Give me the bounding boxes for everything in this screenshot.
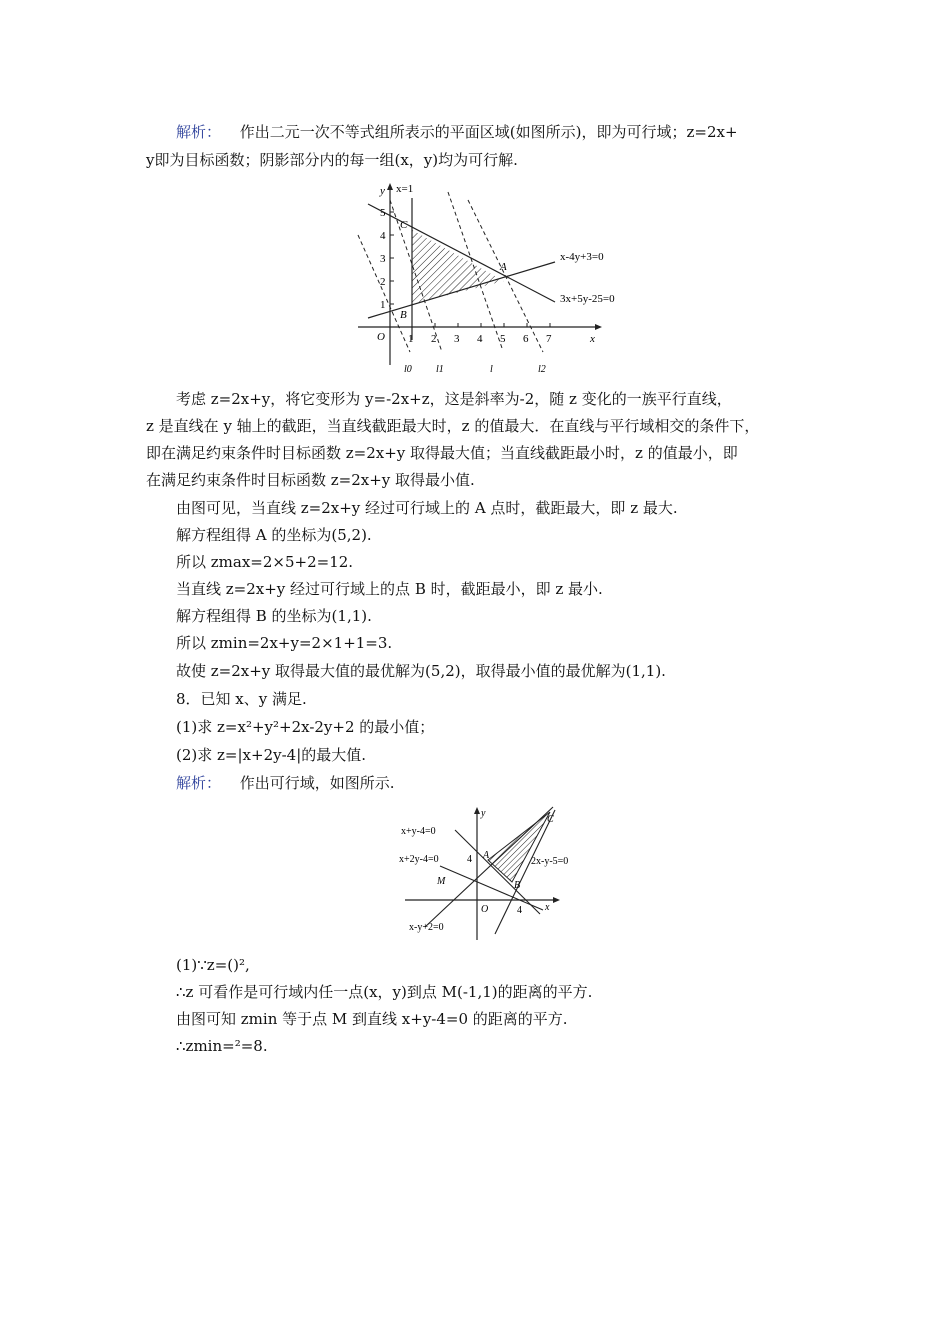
y-axis-label: y <box>481 808 486 819</box>
analysis-text-cont: y即为目标函数；阴影部分内的每一组(x，y)均为可行解. <box>146 151 518 169</box>
analysis-paragraph-1 <box>176 122 738 142</box>
line-label-1: x-4y+3=0 <box>560 251 604 263</box>
solution-line: ∴z 可看作是可行域内任一点(x，y)到点 M(-1,1)的距离的平方. <box>176 983 593 1001</box>
point-c-label: C <box>400 219 408 231</box>
point-b-label: B <box>400 309 407 321</box>
consider-line-1: 考虑 z=2x+y，将它变形为 y=-2x+z，这是斜率为-2，随 z 变化的一族平行直线， <box>176 390 732 408</box>
analysis-paragraph-2 <box>176 773 395 793</box>
ytick: 2 <box>380 276 386 288</box>
l-label: l <box>490 364 493 375</box>
xtick: 2 <box>431 333 437 345</box>
y-four-label: 4 <box>467 854 472 865</box>
xtick: 3 <box>454 333 460 345</box>
step-line: 故使 z=2x+y 取得最大值的最优解为(5,2)，取得最小值的最优解为(1,1). <box>176 662 666 680</box>
origin-label: O <box>377 331 385 343</box>
xtick: 5 <box>500 333 506 345</box>
x-axis-label: x <box>545 902 550 913</box>
point-m-label: M <box>437 876 446 887</box>
line-label-2: x+2y-4=0 <box>399 854 439 865</box>
problem-8-part-2: (2)求 z=|x+2y-4|的最大值. <box>176 746 367 764</box>
y-axis-label: y <box>380 185 385 197</box>
xtick: 1 <box>408 333 414 345</box>
point-a-label: A <box>483 850 490 861</box>
ytick: 4 <box>380 230 386 242</box>
line-label-1: x+y-4=0 <box>401 826 436 837</box>
x-four-label: 4 <box>517 905 522 916</box>
ytick: 5 <box>380 207 386 219</box>
problem-8: 8．已知 x、y 满足. <box>176 690 307 708</box>
line-label-2: 3x+5y-25=0 <box>560 293 615 305</box>
step-line: 解方程组得 B 的坐标为(1,1). <box>176 607 372 625</box>
l0-label: l0 <box>404 364 412 375</box>
step-line: 当直线 z=2x+y 经过可行域上的点 B 时，截距最小，即 z 最小. <box>176 580 603 598</box>
consider-line-4: 在满足约束条件时目标函数 z=2x+y 取得最小值. <box>146 471 475 489</box>
point-b-label: B <box>514 880 521 891</box>
analysis-label: 解析： <box>176 123 222 141</box>
shaded-feasible-region <box>412 230 504 304</box>
ytick: 3 <box>380 253 386 265</box>
figure-2-feasible-region <box>395 802 595 942</box>
xtick: 7 <box>546 333 552 345</box>
step-line: 解方程组得 A 的坐标为(5,2). <box>176 526 372 544</box>
consider-line-3: 即在满足约束条件时目标函数 z=2x+y 取得最大值；当直线截距最小时，z 的值最小，即 <box>146 444 738 462</box>
ytick: 1 <box>380 299 386 311</box>
xtick: 4 <box>477 333 483 345</box>
xtick: 6 <box>523 333 529 345</box>
label-x-eq-1: x=1 <box>396 183 414 195</box>
line-label-3: 2x-y-5=0 <box>531 856 569 867</box>
solution-line: ∴zmin=²=8. <box>176 1037 268 1055</box>
step-line: 所以 zmin=2x+y=2×1+1=3. <box>176 634 393 652</box>
origin-label: O <box>481 904 489 915</box>
analysis-text: 作出可行域，如图所示. <box>239 774 395 792</box>
problem-8-part-1: (1)求 z=x²+y²+2x-2y+2 的最小值； <box>176 718 435 736</box>
l1-label: l1 <box>436 364 444 375</box>
x-axis-label: x <box>590 333 595 345</box>
analysis-text: 作出二元一次不等式组所表示的平面区域(如图所示)，即为可行域；z=2x+ <box>239 123 738 141</box>
solution-line: (1)∵z=()², <box>176 956 250 974</box>
step-line: 所以 zmax=2×5+2=12. <box>176 553 354 571</box>
line-label-4: x-y+2=0 <box>409 922 444 933</box>
figure-1-feasible-region <box>350 180 630 375</box>
point-a-label: A <box>500 261 507 273</box>
consider-line-2: z 是直线在 y 轴上的截距，当直线截距最大时，z 的值最大．在直线与平行域相交的条件下， <box>146 417 760 435</box>
step-line: 由图可见，当直线 z=2x+y 经过可行域上的 A 点时，截距最大，即 z 最大. <box>176 499 678 517</box>
point-c-label: C <box>547 814 554 825</box>
solution-line: 由图可知 zmin 等于点 M 到直线 x+y-4=0 的距离的平方. <box>176 1010 568 1028</box>
l2-label: l2 <box>538 364 546 375</box>
analysis-label: 解析： <box>176 774 222 792</box>
